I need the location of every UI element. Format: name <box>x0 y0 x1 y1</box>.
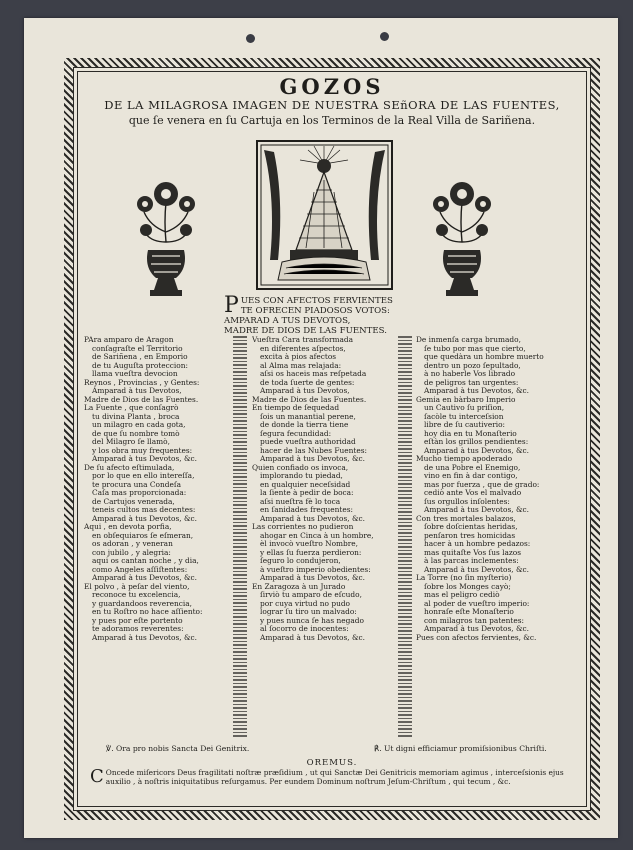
verse-line: eſtàn los grillos pendientes: <box>424 438 529 446</box>
verse-line: Vueſtra Cara transformada <box>252 336 354 344</box>
verse-line: El polvo , à peſar del viento, <box>84 582 190 591</box>
verse-line: Gemia en bàrbaro Imperio <box>416 395 516 404</box>
verse-line: à las parcas inclementes: <box>424 557 519 565</box>
verse-line: honraſe eſte Monaſterio <box>424 608 514 616</box>
verse-line: y los obra muy frequentes: <box>92 446 193 455</box>
verse-line: te procura una Condeſa <box>92 480 181 489</box>
verse-line: del Milagro ſe llamò, <box>92 438 170 446</box>
page-title: GOZOS <box>279 74 385 99</box>
verse-line: vino en fin à dar contigo, <box>424 472 518 480</box>
verse-line: de que ſu nombre tomò <box>92 429 180 438</box>
verse-line: lograr ſu tiro un malvado: <box>260 608 357 616</box>
verse-line: de Sariñena , en Emporio <box>92 353 188 361</box>
verse-line: Las corrientes no pudieron <box>252 523 354 531</box>
verse-line: Madre de Dios de las Fuentes. <box>84 395 199 404</box>
verse-line: ſacòle tu interceſsion <box>424 412 504 421</box>
verse-line: de una Pobre el Enemigo, <box>424 463 521 472</box>
verse-line: Amparad à tus Devotos, <box>92 387 182 395</box>
verse-line: Amparad à tus Devotos, &c. <box>424 565 530 574</box>
verse-line: con milagros tan patentes: <box>424 616 525 625</box>
verse-line: penſaron tres homicidas <box>424 531 516 540</box>
verse-line: Amparad à tus Devotos, &c. <box>424 625 530 633</box>
flower-vase-right-icon <box>432 172 492 300</box>
verse-line: hacer à un hombre pedazos: <box>424 540 531 548</box>
verse-line: de peligros tan urgentes: <box>424 378 519 387</box>
verse-line: que quedàra un hombre muerto <box>424 353 544 361</box>
verse-line: ſobre los Monges cayò; <box>424 582 511 591</box>
verse-line: de tu Auguſta proteccion: <box>92 361 188 370</box>
verse-line: excita à pios afectos <box>260 353 337 361</box>
verse-line: Quien confiado os invoca, <box>252 463 349 472</box>
verse-line: La Fuente , que conſagrò <box>84 404 179 412</box>
oremus-text: Oncede miſericors Deus fragilitati noſtræ præſidium , ut qui Sanctæ Dei Genitricis memoriam agimus , interceſsionis ejus auxilio , à noſtris iniquitatibus reſurgamus. Per eundem Dominum noſtrum Jeſum-Chriſtum , qui tecum , &c. <box>105 768 564 786</box>
verse-line: PAra amparo de Aragon <box>84 336 174 344</box>
verse-line: ſobre doſcientas heridas, <box>424 523 518 531</box>
intro-line: UES CON AFECTOS FERVIENTES <box>240 296 393 306</box>
verse-line: de Cartujos venerada, <box>92 497 175 506</box>
verse-line: mas por fuerza , que de grado: <box>424 480 540 489</box>
verse-line: al poder de vueſtro imperio: <box>424 599 530 608</box>
versicle: ℣. Ora pro nobis Sancta Dei Genitrix. <box>106 744 250 753</box>
column-ornament-left <box>233 336 247 738</box>
verse-line: à no haberle Vos librado <box>424 370 516 378</box>
verse-line: y ellas ſu fuerza perdieron: <box>260 548 362 557</box>
verse-line: Amparad à tus Devotos, &c. <box>260 574 366 582</box>
verse-line: puede vueſtra authoridad <box>260 438 356 446</box>
verse-line: Amparad à tus Devotos, &c. <box>424 446 530 455</box>
verse-line: al Alma mas relajada: <box>260 361 342 370</box>
verse-line: por cuya virtud no pudo <box>260 599 351 608</box>
verse-line: Amparad à tus Devotos, &c. <box>92 514 198 523</box>
verse-line: La Torre (no ſin myſterio) <box>416 574 512 582</box>
verse-column-2 <box>252 336 400 642</box>
verse-line: te adoramos reverentes: <box>92 625 184 633</box>
verse-line: os adoran , y veneran <box>92 540 173 548</box>
verse-line: à vueſtro imperio obedientes: <box>260 565 371 574</box>
verse-line: Amparad à tus Devotos, &c. <box>260 514 366 523</box>
verse-line: teneis cultos mas decentes: <box>92 506 196 514</box>
verse-line: al ſocorro de inocentes: <box>260 625 349 633</box>
intro-line: AMPARAD A TUS DEVOTOS, <box>224 316 351 326</box>
oremus-prayer <box>90 768 570 786</box>
column-ornament-right <box>398 336 412 738</box>
verse-line: la ſiente à pedir de boca: <box>260 489 354 497</box>
verse-line: ſeguro lo condujeron, <box>260 557 341 565</box>
verse-column-1 <box>84 336 232 642</box>
verse-line: Amparad à tus Devotos, &c. <box>260 455 366 463</box>
verse-line: ſirviò tu amparo de eſcudo, <box>260 591 362 599</box>
verse-line: por lo que en ello intereſſa, <box>92 472 195 480</box>
verse-line: en ſanidades frequentes: <box>260 506 354 514</box>
verse-line: en tu Roſtro no hace aſſiento: <box>92 608 203 616</box>
verse-line: ſus orgullos inſolentes: <box>424 497 510 506</box>
verse-line: aſsi os haceis mas reſpetada <box>260 370 367 378</box>
verse-line: hacer de las Nubes Fuentes: <box>260 446 368 455</box>
intro-line: MADRE DE DIOS DE LAS FUENTES. <box>224 326 387 336</box>
punch-hole-left <box>246 34 255 43</box>
verse-line: como Angeles aſſiſtentes: <box>92 565 188 574</box>
verse-line: conſagraſte el Territorio <box>92 344 183 353</box>
verse-line: Amparad à tus Devotos, &c. <box>92 574 198 582</box>
verse-line: En Zaragoza à un Jurado <box>252 582 346 591</box>
verse-line: y guardandoos reverencia, <box>92 599 193 608</box>
verse-line: En tiempo de ſequedad <box>252 404 340 412</box>
verse-line: èl invocò vueſtro Nombre, <box>260 540 359 548</box>
verse-line: un milagro en cada gota, <box>92 421 186 429</box>
paper-sheet <box>24 18 618 838</box>
verse-line: dentro un pozo ſepultado, <box>424 361 521 370</box>
ornamental-border <box>64 58 600 820</box>
verse-line: reconoce tu excelencia, <box>92 591 181 599</box>
verse-line: Mucho tiempo apoderado <box>416 455 513 463</box>
verse-line: aſsi nueſtra fè lo toca <box>260 497 341 506</box>
verse-line: y pues por eſte portento <box>92 616 183 625</box>
response: ℟. Ut digni efficiamur promiſsionibus Chriſti. <box>374 744 547 753</box>
verse-line: ſegura fecundidad: <box>260 429 332 438</box>
verse-line: en diferentes aſpectos, <box>260 344 346 353</box>
punch-hole-right <box>380 32 389 41</box>
verse-line: y pues nunca ſe has negado <box>260 616 364 625</box>
verse-line: Amparad à tus Devotos, &c. <box>424 387 530 395</box>
verse-line: implorando tu piedad, <box>260 472 343 480</box>
verse-column-3 <box>416 336 568 642</box>
intro-drop-cap: P <box>224 293 239 318</box>
verse-line: ſe tubo por mas que cierto, <box>424 344 526 353</box>
verse-line: Amparad à tus Devotos, &c. <box>424 506 530 514</box>
page-subtitle: DE LA MILAGROSA IMAGEN DE NUESTRA SEñORA DE LAS FUENTES, <box>104 98 560 112</box>
intro-line: TE OFRECEN PIADOSOS VOTOS: <box>240 306 390 316</box>
verse-line: en obſequiaros ſe eſmeran, <box>92 531 194 540</box>
flower-vase-left-icon <box>136 172 196 300</box>
verse-line: Reynos , Provincias , y Gentes: <box>84 378 200 387</box>
page-content <box>73 67 591 811</box>
verse-line: con jubilo , y alegria: <box>92 548 171 557</box>
verse-line: cediò ante Vos el malvado <box>424 489 522 497</box>
verse-line: mas el peligro cediò <box>424 591 500 599</box>
verse-line: un Cautivo ſu priſion, <box>424 404 505 412</box>
verse-line: Amparad à tus Devotos, <box>260 387 350 395</box>
oremus-title: OREMUS. <box>306 758 358 768</box>
verse-line: aqui os cantan noche , y dia, <box>92 557 199 565</box>
verse-line: ſois un manantial perene, <box>260 412 356 421</box>
verse-line: Madre de Dios de las Fuentes. <box>252 395 367 404</box>
verse-line: ahogar en Cinca à un hombre, <box>260 531 374 540</box>
verse-line: libre de ſu cautiverio: <box>424 421 506 429</box>
oremus-drop-cap: C <box>90 766 104 787</box>
verse-line: Caſa mas proporcionada: <box>92 489 187 497</box>
verse-line: Aqui , en devota porfia, <box>84 523 172 531</box>
verse-line: Amparad à tus Devotos, &c. <box>260 633 366 642</box>
verse-line: Pues con afectos fervientes, &c. <box>416 633 537 642</box>
verse-line: mas quitaſte Vos ſus lazos <box>424 548 522 557</box>
verse-line: llama vueſtra devocion <box>92 370 178 378</box>
verse-line: hoy dia en tu Monaſterio <box>424 429 517 438</box>
verse-line: de donde la tierra tiene <box>260 421 349 429</box>
virgin-woodcut-icon <box>256 140 393 290</box>
page-subtitle-location: que ſe venera en ſu Cartuja en los Terminos de la Real Villa de Sariñena. <box>128 114 536 127</box>
verse-line: Amparad à tus Devotos, &c. <box>92 633 198 642</box>
verse-line: de toda ſuerte de gentes: <box>260 378 355 387</box>
verse-line: De inmenſa carga brumado, <box>416 336 521 344</box>
verse-line: Amparad à tus Devotos, &c. <box>92 455 198 463</box>
verse-line: De ſu afecto eſtimulada, <box>84 463 175 472</box>
verse-line: en qualquier neceſsidad <box>260 480 351 489</box>
verse-line: Con tres mortales balazos, <box>416 514 516 523</box>
intro-stanza <box>224 293 464 336</box>
verse-line: tu divina Planta , broca <box>92 412 180 421</box>
